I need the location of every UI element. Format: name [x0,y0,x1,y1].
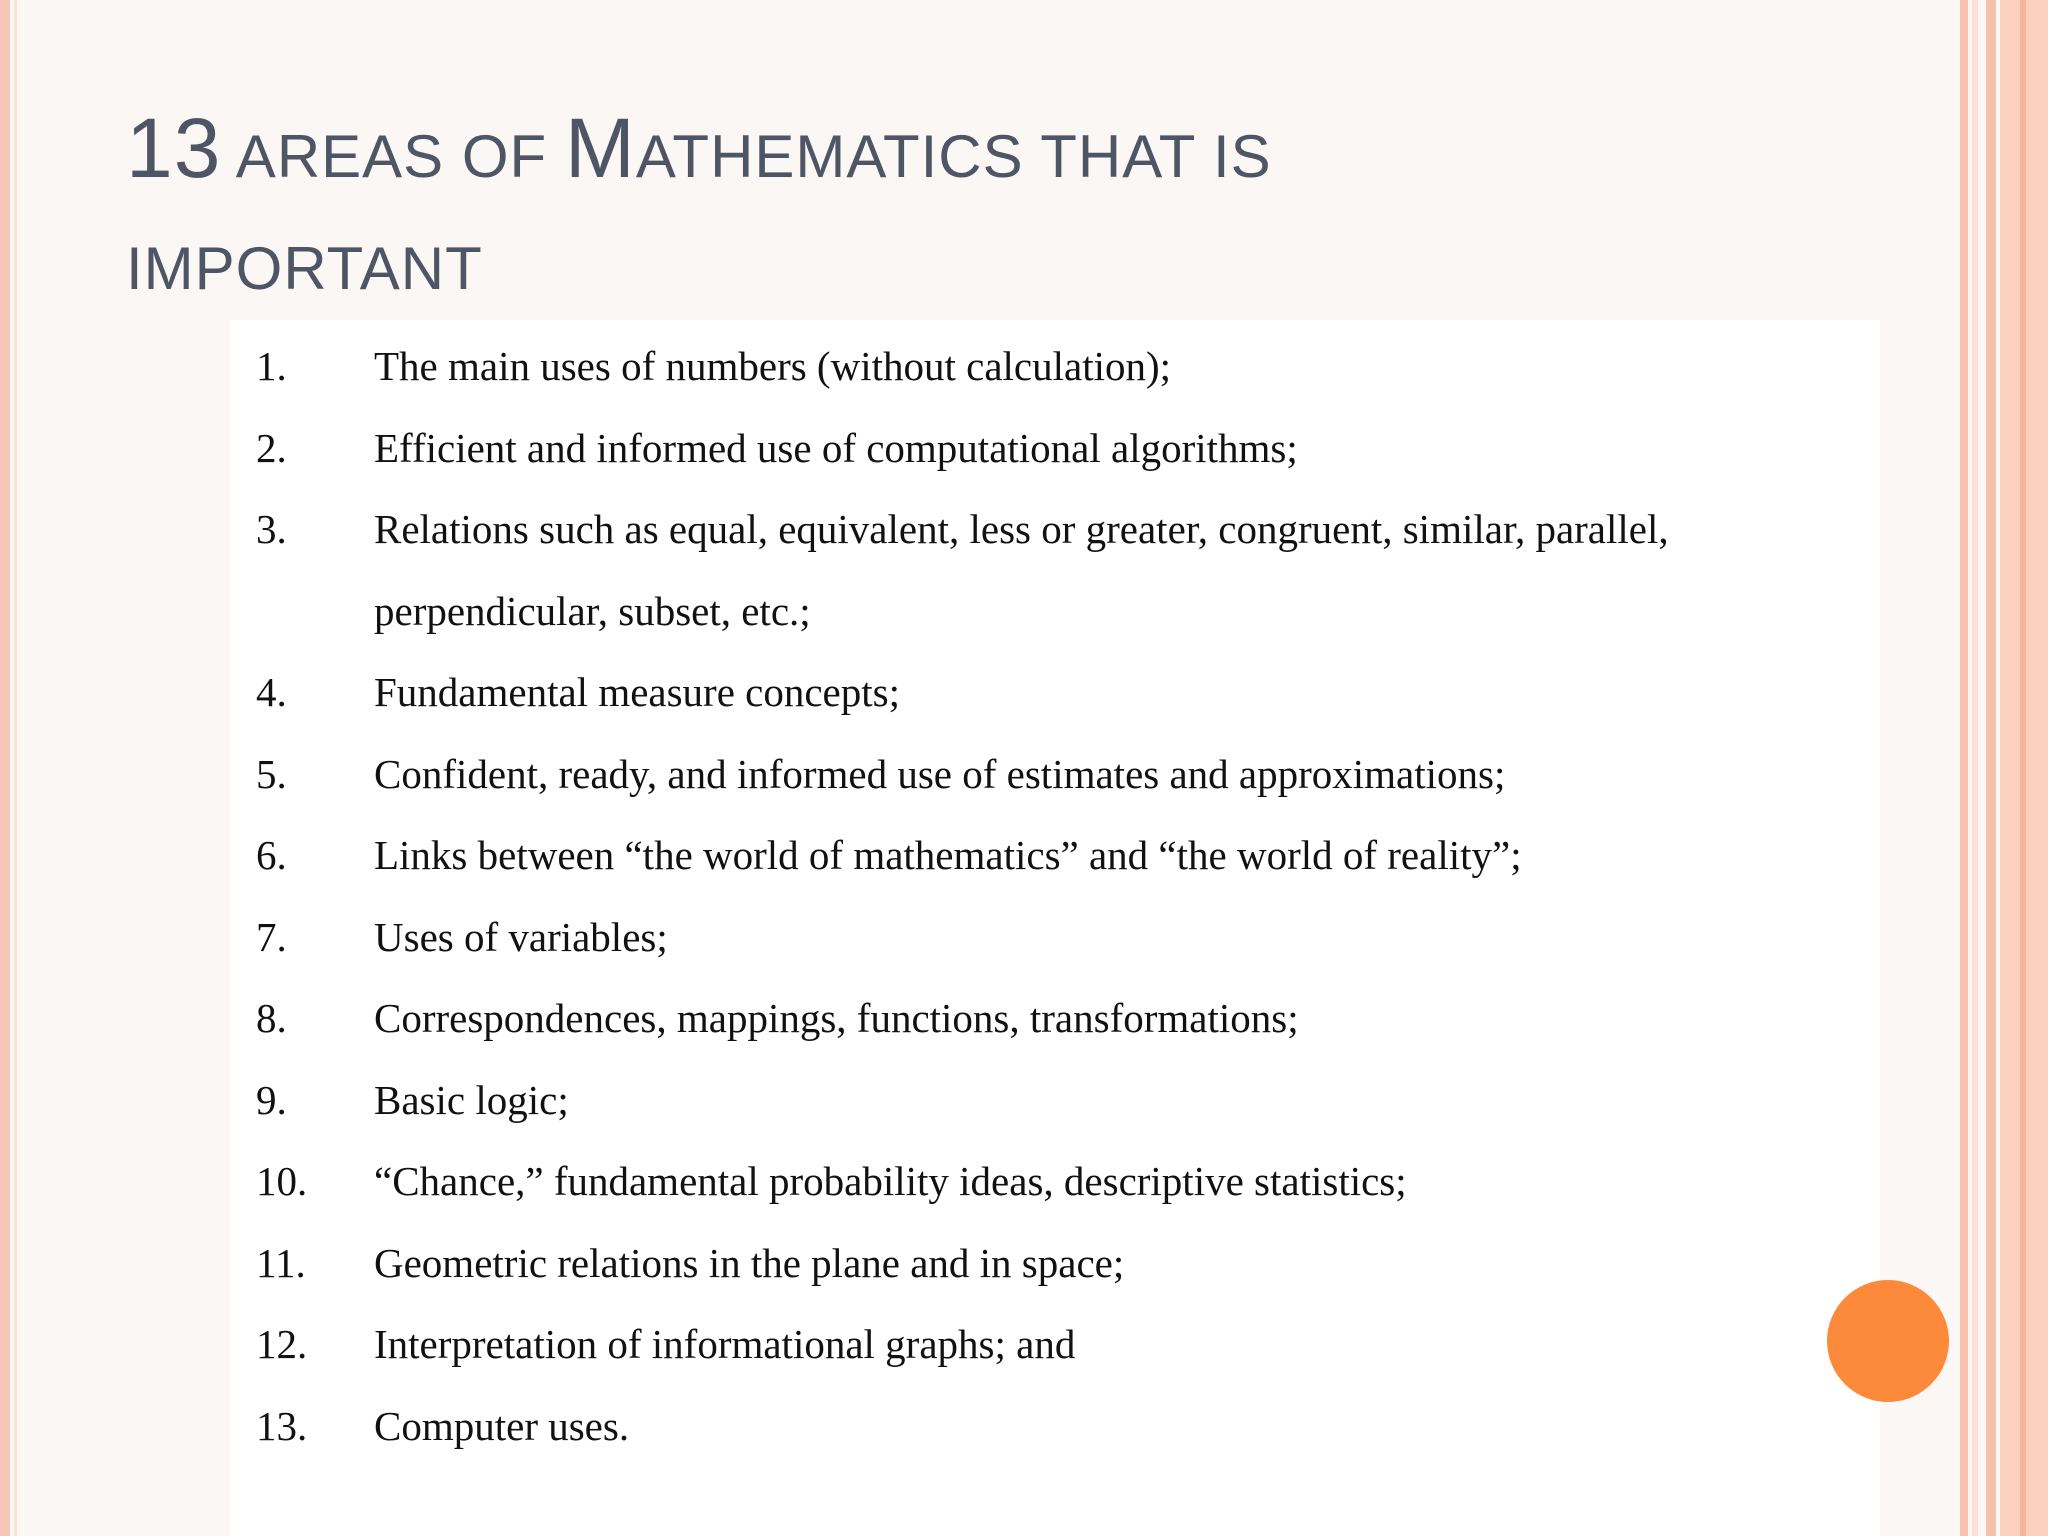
title-initial: M [564,101,636,195]
list-item [256,815,1856,897]
item-number: 2. [256,424,287,471]
item-text: Fundamental measure concepts; [374,669,900,715]
item-number: 13. [256,1402,308,1449]
item-text: Links between “the world of mathematics” and “the world of reality”; [374,832,1522,878]
item-text: Correspondences, mappings, functions, transformations; [374,995,1299,1041]
item-number: 11. [256,1239,306,1286]
item-text: Relations such as equal, equivalent, less or greater, congruent, similar, parallel, perpendicular, subset, etc.; [374,506,1669,634]
list-item [256,326,1856,408]
list-item [256,1304,1856,1386]
item-number: 6. [256,832,287,878]
item-number: 1. [256,343,287,389]
left-border-decoration [0,0,10,1536]
right-stripe [2020,0,2026,1536]
list-item [256,1223,1856,1305]
item-number: 12. [256,1321,308,1367]
title-text-part: IMPORTANT [126,235,483,302]
item-text: Computer uses. [374,1402,630,1449]
list-item [256,1060,1856,1142]
list-item [256,978,1856,1060]
item-text: Interpretation of informational graphs; and [374,1321,1076,1367]
title-text-part: AREAS OF [221,123,565,190]
item-text: Basic logic; [374,1076,569,1123]
item-number: 4. [256,669,287,715]
item-text: Confident, ready, and informed use of estimates and approximations; [374,750,1506,797]
title-number: 13 [126,101,222,195]
list-item [256,734,1856,816]
left-border-inner-decoration [14,0,17,1536]
list-item [256,489,1856,652]
list-item [256,1141,1856,1223]
item-number: 3. [256,506,287,552]
list-item [256,652,1856,734]
item-text: The main uses of numbers (without calculation); [374,343,1172,389]
item-number: 7. [256,913,287,960]
item-text: Efficient and informed use of computational algorithms; [374,424,1298,471]
title-text-part: ATHEMATICS THAT IS [635,123,1272,190]
item-number: 10. [256,1158,308,1204]
slide-title [126,92,1726,325]
list-item [256,408,1856,490]
areas-list [256,326,1856,1467]
right-stripe [1960,0,1968,1536]
item-number: 5. [256,750,287,797]
item-number: 8. [256,995,287,1041]
item-text: “Chance,” fundamental probability ideas, descriptive statistics; [374,1158,1407,1204]
item-text: Uses of variables; [374,913,668,960]
item-text: Geometric relations in the plane and in space; [374,1239,1125,1286]
list-item [256,1386,1856,1468]
right-stripe [1986,0,1996,1536]
orange-circle-decoration [1827,1280,1949,1402]
right-stripe [1972,0,1978,1536]
list-item [256,897,1856,979]
item-number: 9. [256,1076,287,1123]
